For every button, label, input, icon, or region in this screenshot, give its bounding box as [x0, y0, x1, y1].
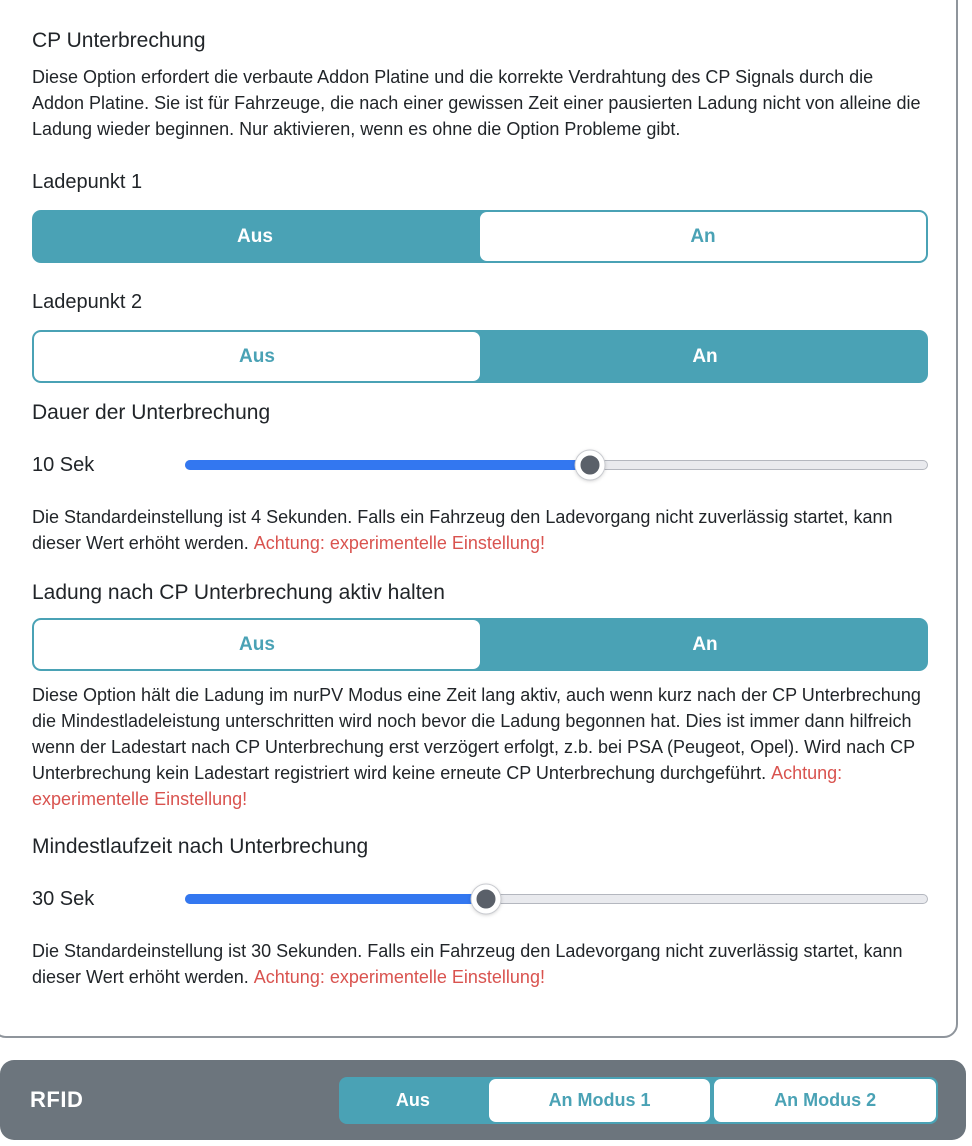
ladepunkt2-an-button[interactable]: An: [482, 330, 928, 383]
duration-slider-thumb[interactable]: [575, 451, 604, 480]
min-runtime-slider-thumb[interactable]: [472, 885, 501, 914]
rfid-toggle: [339, 1077, 938, 1124]
min-runtime-slider-fill: [185, 894, 486, 904]
min-runtime-warning-text: Achtung: experimentelle Einstellung!: [253, 967, 545, 987]
ladepunkt2-toggle: [32, 330, 928, 383]
rfid-title: RFID: [30, 1087, 84, 1112]
duration-slider-fill: [185, 460, 590, 470]
min-runtime-value-label: 30 Sek: [32, 887, 95, 910]
section-description: Diese Option erfordert die verbaute Addon Platine und die korrekte Verdrahtung des CP Signals durch die Addon Platine. Sie ist für Fahrzeuge, die nach einer gewissen Zeit einer pausierten Ladung nicht von alleine die Ladung wieder beginnen. Nur aktivieren, wenn es ohne die Option Probleme gibt.: [32, 67, 921, 139]
duration-description-text: Die Standardeinstellung ist 4 Sekunden. Falls ein Fahrzeug den Ladevorgang nicht zuverlässig startet, kann dieser Wert erhöht werden.: [32, 507, 893, 553]
section-title: CP Unterbrechung: [32, 29, 206, 52]
duration-description: [32, 504, 928, 556]
min-runtime-heading: Mindestlaufzeit nach Unterbrechung: [32, 835, 369, 858]
min-runtime-description: [32, 938, 928, 990]
duration-heading: Dauer der Unterbrechung: [32, 401, 271, 424]
ladepunkt2-aus-button[interactable]: Aus: [34, 332, 480, 381]
duration-warning-text: Achtung: experimentelle Einstellung!: [253, 533, 545, 553]
min-runtime-slider-row: [32, 877, 928, 921]
ladepunkt1-label: Ladepunkt 1: [32, 171, 143, 193]
min-runtime-slider[interactable]: [185, 894, 928, 904]
rfid-an-modus-2-button[interactable]: An Modus 2: [714, 1079, 936, 1122]
rfid-aus-button[interactable]: Aus: [339, 1077, 487, 1124]
keep-active-warning-text: Achtung: experimentelle Einstellung!: [32, 763, 843, 809]
keep-active-description: [32, 682, 928, 812]
rfid-section-header: [0, 1060, 966, 1140]
ladepunkt1-aus-button[interactable]: Aus: [32, 210, 478, 263]
keep-active-description-text: Diese Option hält die Ladung im nurPV Modus eine Zeit lang aktiv, auch wenn kurz nach der CP Unterbrechung die Mindestladeleistung unterschritten wird noch bevor die Ladung begonnen hat. Dies ist immer dann hilfreich wenn der Ladestart nach CP Unterbrechung erst verzögert erfolgt, z.b. bei PSA (Peugeot, Opel). Wird nach CP Unterbrechung kein Ladestart registriert wird keine erneute CP Unterbrechung durchgeführt.: [32, 685, 921, 783]
ladepunkt1-toggle: [32, 210, 928, 263]
rfid-an-modus-1-button[interactable]: An Modus 1: [489, 1079, 711, 1122]
duration-value-label: 10 Sek: [32, 453, 95, 476]
duration-slider-row: [32, 443, 928, 487]
keep-active-an-button[interactable]: An: [482, 618, 928, 671]
ladepunkt1-an-button[interactable]: An: [480, 212, 926, 261]
min-runtime-description-text: Die Standardeinstellung ist 30 Sekunden. Falls ein Fahrzeug den Ladevorgang nicht zuverlässig startet, kann dieser Wert erhöht werden.: [32, 941, 903, 987]
keep-active-aus-button[interactable]: Aus: [34, 620, 480, 669]
keep-active-heading: Ladung nach CP Unterbrechung aktiv halten: [32, 581, 445, 604]
keep-active-toggle: [32, 618, 928, 671]
duration-slider[interactable]: [185, 460, 928, 470]
ladepunkt2-label: Ladepunkt 2: [32, 291, 143, 313]
